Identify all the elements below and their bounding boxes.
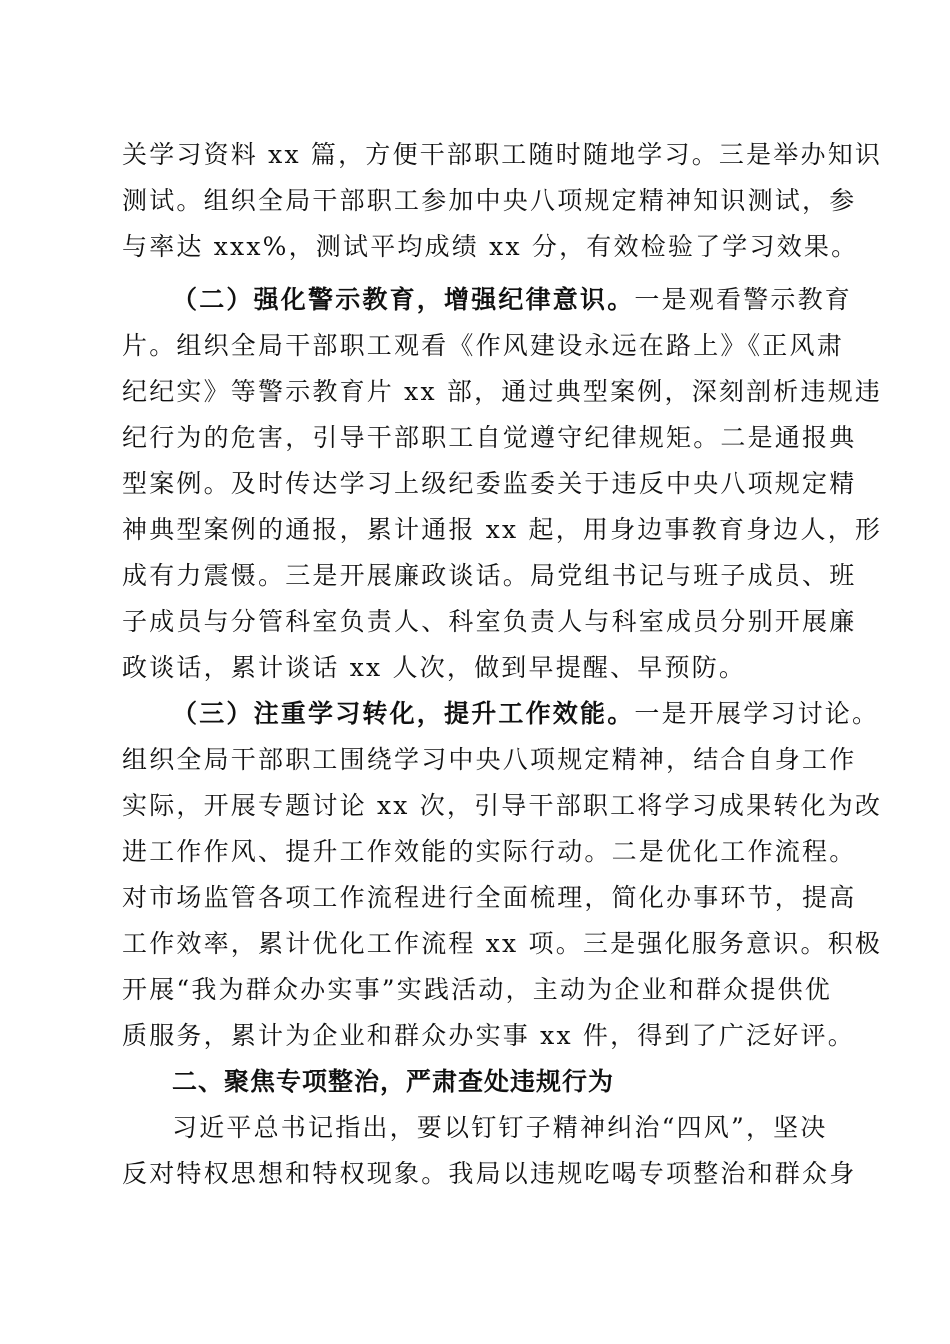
text-line: 质服务，累计为企业和群众办实事 xx 件，得到了广泛好评。: [122, 1021, 855, 1050]
subheading-3: （三）注重学习转化，提升工作效能。: [172, 699, 635, 728]
text-line: 关学习资料 xx 篇，方便干部职工随时随地学习。三是举办知识: [122, 140, 883, 169]
text-line: （三）注重学习转化，提升工作效能。一是开展学习讨论。: [172, 699, 880, 728]
text-line: 神典型案例的通报，累计通报 xx 起，用身边事教育身边人，形: [122, 515, 883, 544]
text-line: 实际，开展专题讨论 xx 次，引导干部职工将学习成果转化为改: [122, 791, 883, 820]
text-line: 组织全局干部职工围绕学习中央八项规定精神，结合自身工作: [122, 745, 857, 774]
text-line: 成有力震慑。三是开展廉政谈话。局党组书记与班子成员、班: [122, 561, 857, 590]
text-line: 测试。组织全局干部职工参加中央八项规定精神知识测试，参: [122, 186, 857, 215]
text-line: 工作效率，累计优化工作流程 xx 项。三是强化服务意识。积极: [122, 929, 883, 958]
text-line: 子成员与分管科室负责人、科室负责人与科室成员分别开展廉: [122, 607, 857, 636]
text-line: 片。组织全局干部职工观看《作风建设永远在路上》《正风肃: [122, 331, 844, 360]
text-line: 进工作作风、提升工作效能的实际行动。二是优化工作流程。: [122, 837, 857, 866]
text-line: 反对特权思想和特权现象。我局以违规吃喝专项整治和群众身: [122, 1159, 857, 1188]
text-line: 政谈话，累计谈话 xx 人次，做到早提醒、早预防。: [122, 653, 747, 682]
text-line: 习近平总书记指出，要以钉钉子精神纠治“四风”，坚决: [172, 1113, 828, 1142]
subheading-2: （二）强化警示教育，增强纪律意识。: [172, 285, 635, 314]
text-line: 开展“我为群众办实事”实践活动，主动为企业和群众提供优: [122, 975, 832, 1004]
text-line: 对市场监管各项工作流程进行全面梳理，简化办事环节，提高: [122, 883, 857, 912]
text-line: （二）强化警示教育，增强纪律意识。一是观看警示教育: [172, 285, 853, 314]
text-line: 型案例。及时传达学习上级纪委监委关于违反中央八项规定精: [122, 469, 857, 498]
section-heading: 二、聚焦专项整治，严肃查处违规行为: [172, 1067, 615, 1096]
text-line: 纪纪实》等警示教育片 xx 部，通过典型案例，深刻剖析违规违: [122, 377, 883, 406]
text-line: 与率达 xxx%，测试平均成绩 xx 分，有效检验了学习效果。: [122, 232, 859, 261]
text-line: 纪行为的危害，引导干部职工自觉遵守纪律规矩。二是通报典: [122, 423, 857, 452]
